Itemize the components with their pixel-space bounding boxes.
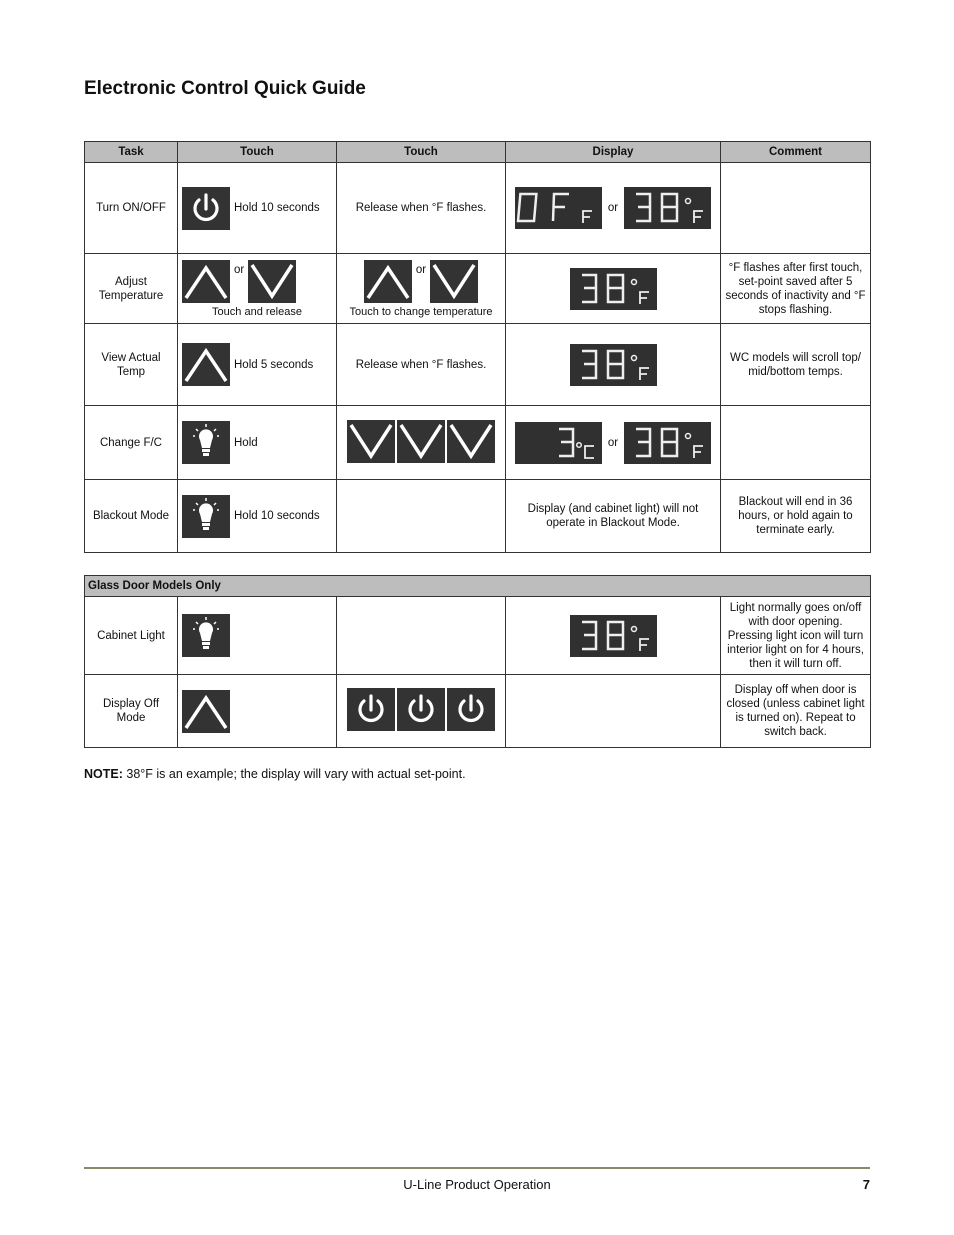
table-row — [85, 675, 871, 748]
power-icon — [347, 688, 395, 731]
touch-cell — [337, 597, 506, 675]
glass-door-table — [84, 575, 871, 748]
comment-cell: Blackout will end in 36 hours, or hold again to terminate early. — [721, 480, 871, 553]
display-readout-38f — [570, 615, 657, 657]
display-cell — [506, 597, 721, 675]
touch-cell — [337, 406, 506, 480]
page-title: Electronic Control Quick Guide — [84, 78, 366, 99]
comment-cell — [721, 406, 871, 480]
or-text: or — [607, 436, 619, 449]
light-bulb-icon — [182, 614, 230, 657]
task-cell: Display Off Mode — [85, 675, 178, 748]
comment-cell: Display off when door is closed (unless cabinet light is turned on). Repeat to switch back. — [721, 675, 871, 748]
header-display: Display — [506, 142, 721, 163]
display-cell — [506, 163, 721, 254]
down-arrow-icon — [347, 420, 395, 463]
task-cell: Change F/C — [85, 406, 178, 480]
down-arrow-icon — [447, 420, 495, 463]
display-readout-38f — [570, 268, 657, 310]
power-sequence — [347, 688, 495, 731]
touch-cell — [178, 254, 337, 324]
touch-cell — [178, 675, 337, 748]
power-icon — [397, 688, 445, 731]
header-comment: Comment — [721, 142, 871, 163]
down-arrow-sequence — [347, 420, 495, 463]
note-label: NOTE: — [84, 767, 123, 781]
quick-guide-table — [84, 141, 871, 553]
down-arrow-icon — [397, 420, 445, 463]
display-cell — [506, 254, 721, 324]
touch-cell — [178, 480, 337, 553]
display-cell — [506, 324, 721, 406]
touch-label: Hold 5 seconds — [234, 358, 314, 371]
display-readout-38f — [624, 422, 711, 464]
header-touch-2: Touch — [337, 142, 506, 163]
display-readout-38f — [570, 344, 657, 386]
light-bulb-icon — [182, 495, 230, 538]
or-text: or — [607, 202, 619, 214]
table-row — [85, 163, 871, 254]
comment-cell: Light normally goes on/off with door opening. Pressing light icon will turn interior light on for 4 hours, then it will turn off. — [721, 597, 871, 675]
touch-cell — [337, 480, 506, 553]
touch-label: Touch to change temperature — [349, 305, 493, 318]
up-arrow-icon — [182, 343, 230, 386]
touch-cell — [178, 163, 337, 254]
display-readout-off — [515, 187, 602, 229]
header-row — [85, 142, 871, 163]
power-icon — [447, 688, 495, 731]
table-row — [85, 480, 871, 553]
table-row — [85, 597, 871, 675]
touch-cell — [178, 406, 337, 480]
touch-label: Hold 10 seconds — [234, 202, 320, 214]
or-text: or — [234, 263, 245, 276]
up-arrow-icon — [182, 260, 230, 303]
note — [84, 767, 466, 781]
comment-cell: °F flashes after first touch, set-point saved after 5 seconds of inactivity and °F stops flashing. — [721, 254, 871, 324]
touch-cell — [178, 324, 337, 406]
touch-cell — [337, 254, 506, 324]
display-readout-38f — [624, 187, 711, 229]
display-cell: Display (and cabinet light) will not operate in Blackout Mode. — [506, 480, 721, 553]
page-number: 7 — [862, 1177, 870, 1192]
or-text: or — [415, 263, 427, 276]
table-row — [85, 406, 871, 480]
task-cell: Blackout Mode — [85, 480, 178, 553]
power-icon — [182, 187, 230, 230]
footer-title: U-Line Product Operation — [403, 1177, 551, 1192]
task-cell: Turn ON/OFF — [85, 163, 178, 254]
task-cell: Cabinet Light — [85, 597, 178, 675]
touch-cell — [337, 675, 506, 748]
section-header-row — [85, 576, 871, 597]
comment-cell: WC models will scroll top/ mid/bottom temps. — [721, 324, 871, 406]
light-bulb-icon — [182, 421, 230, 464]
note-text: 38°F is an example; the display will vary with actual set-point. — [122, 767, 466, 781]
up-arrow-icon — [182, 690, 230, 733]
table-row — [85, 254, 871, 324]
display-cell — [506, 406, 721, 480]
table-row — [85, 324, 871, 406]
display-cell — [506, 675, 721, 748]
touch-cell: Release when °F flashes. — [337, 163, 506, 254]
footer-divider — [84, 1167, 870, 1169]
task-cell: Adjust Temperature — [85, 254, 178, 324]
task-cell: View Actual Temp — [85, 324, 178, 406]
touch-label: Hold — [234, 436, 258, 449]
section-title: Glass Door Models Only — [85, 576, 871, 597]
comment-cell — [721, 163, 871, 254]
touch-cell: Release when °F flashes. — [337, 324, 506, 406]
touch-label: Touch and release — [212, 305, 302, 318]
header-task: Task — [85, 142, 178, 163]
up-arrow-icon — [364, 260, 412, 303]
display-readout-3c — [515, 422, 602, 464]
header-touch-1: Touch — [178, 142, 337, 163]
down-arrow-icon — [430, 260, 478, 303]
down-arrow-icon — [248, 260, 296, 303]
touch-label: Hold 10 seconds — [234, 510, 320, 522]
touch-cell — [178, 597, 337, 675]
